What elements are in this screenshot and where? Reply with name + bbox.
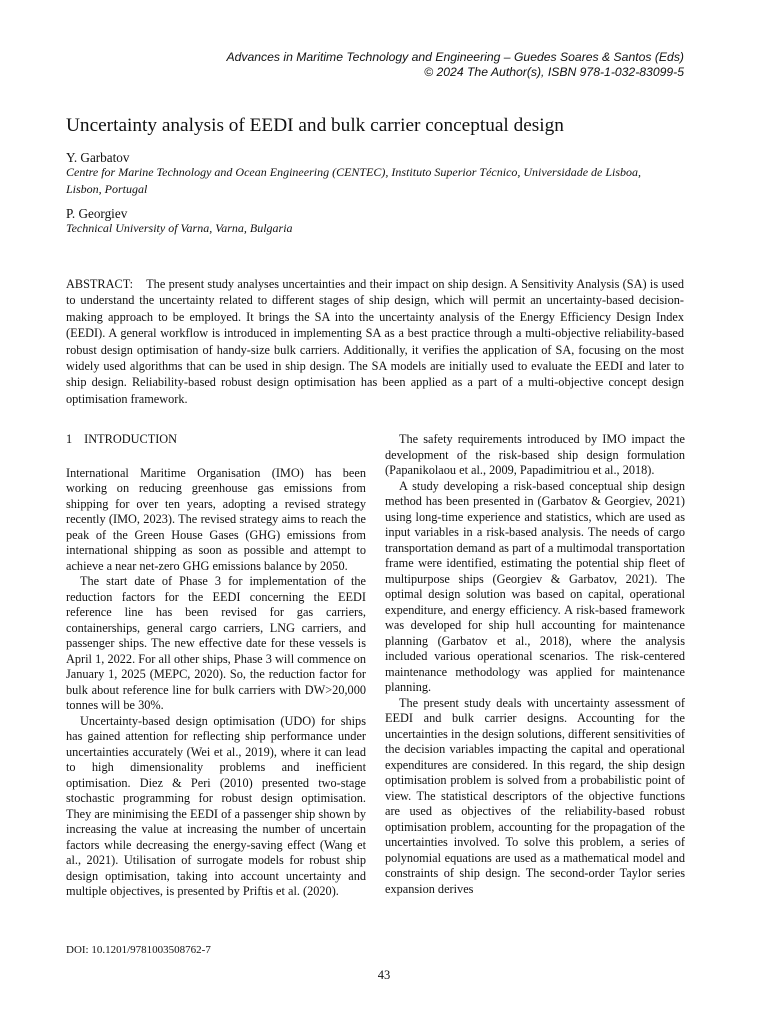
page-number: 43 (377, 968, 391, 982)
paper-title: Uncertainty analysis of EEDI and bulk carrier conceptual design (66, 115, 564, 136)
section-number: 1 (66, 432, 73, 446)
author-name: P. Georgiev (66, 206, 128, 221)
section-title: INTRODUCTION (84, 432, 178, 446)
paragraph: Uncertainty-based design optimisation (UDO) for ships has gained attention for reflecting ship performance under uncertainties accurately (Wei et al., 2019), where it can lead to high dimensionality problems and inefficient optimisation. Diez & Peri (2010) presented two-stage stochastic programming for robust design optimisation. They are minimising the EEDI of a passenger ship shown by increasing the value at increasing the number of uncertain factors while decreasing the energy-saving effect (Wang et al., 2021). Utilisation of surrogate models for robust ship design optimisation, taking into account uncertainty and multiple objectives, is presented by Priftis et al. (2020). (66, 713, 366, 898)
paragraph: International Maritime Organisation (IMO) has been working on reducing greenhouse gas emissions from shipping for over ten years, adopting a revised strategy recently (IMO, 2023). The revised strategy aims to reach the peak of the Green House Gases (GHG) emissions from international shipping as soon as possible and attempt to achieve a near net-zero GHG emissions balance by 2050. (66, 465, 366, 573)
author-affiliation: Technical University of Varna, Varna, Bulgaria (66, 221, 293, 235)
author-affiliation: Centre for Marine Technology and Ocean Engineering (CENTEC), Instituto Superior Técnico, Universidade de Lisboa, Lisbon, Portugal (66, 165, 642, 196)
left-column (66, 432, 366, 900)
paragraph: A study developing a risk-based conceptual ship design method has been presented in (Garbatov & Georgiev, 2021) using long-time experience and statistics, which are used as input variables in a risk-based analysis. The needs of cargo transportation demand as part of a multimodal transportation frame were identified, estimating the potential ship fleet of multipurpose ships (Georgiev & Garbatov, 2021). The optimal design solution was based on capital, operational expenditure, and energy efficiency. A risk-based framework was developed for ship hull accounting for maintenance planning (Garbatov et al., 2018), where the analysis included various operational scenarios. The risk-centered maintenance methodology was applied for maintenance planning. (385, 478, 685, 694)
abstract-text: The present study analyses uncertainties and their impact on ship design. A Sensitivity Analysis (SA) is used to understand the uncertainty related to different stages of ship design, which will permit an uncertainty-based decision-making approach to be employed. It brings the SA into the uncertainty analysis of the Energy Efficiency Design Index (EEDI). A general workflow is introduced in implementing SA as a best practice through a multi-objective reliability-based robust design optimisation of handy-size bulk carriers. Additionally, it verifies the application of SA, focusing on the most widely used algorithms that can be used in ship design. The SA models are initially used to evaluate the EEDI and later to ship design. Reliability-based robust design optimisation has been applied as a part of a multi-objective concept design optimisation framework. (66, 277, 684, 406)
paragraph: The start date of Phase 3 for implementation of the reduction factors for the EEDI concerning the EEDI reference line has been revised for gas carriers, containerships, general cargo carriers, LNG carriers, and passenger ships. The new effective date for these vessels is April 1, 2022. For all other ships, Phase 3 will commence on January 1, 2025 (MEPC, 2020). So, the reduction factor for bulk about reference line for bulk carriers with DW>20,000 tonnes will be 30%. (66, 574, 366, 712)
abstract (66, 276, 684, 407)
right-column (385, 432, 685, 897)
abstract-label: ABSTRACT: (66, 277, 134, 291)
book-header (226, 50, 684, 79)
header-copyright-line: © 2024 The Author(s), ISBN 978-1-032-83099-5 (424, 64, 684, 79)
header-series-line: Advances in Maritime Technology and Engineering – Guedes Soares & Santos (Eds) (226, 50, 684, 64)
author-name: Y. Garbatov (66, 150, 130, 165)
section-heading (66, 432, 366, 448)
doi: DOI: 10.1201/9781003508762-7 (66, 944, 211, 956)
paragraph: The present study deals with uncertainty assessment of EEDI and bulk carrier designs. Accounting for the uncertainties in the design solutions, different sensitivities of the decision variables impacting the capital and operational expenditures are considered. In this regard, the ship design optimisation problem is solved from a probabilistic point of view. The statistical descriptors of the objective functions are used as objectives of the reliability-based robust optimisation problem, accounting for the propagation of the uncertainties involved. To solve this problem, a series of polynomial equations are used as a mathematical model and constraints of ship design. The second-order Taylor series expansion derives (385, 695, 685, 896)
paragraph: The safety requirements introduced by IMO impact the development of the risk-based ship design formulation (Papanikolaou et al., 2009, Papadimitriou et al., 2018). (385, 432, 685, 477)
